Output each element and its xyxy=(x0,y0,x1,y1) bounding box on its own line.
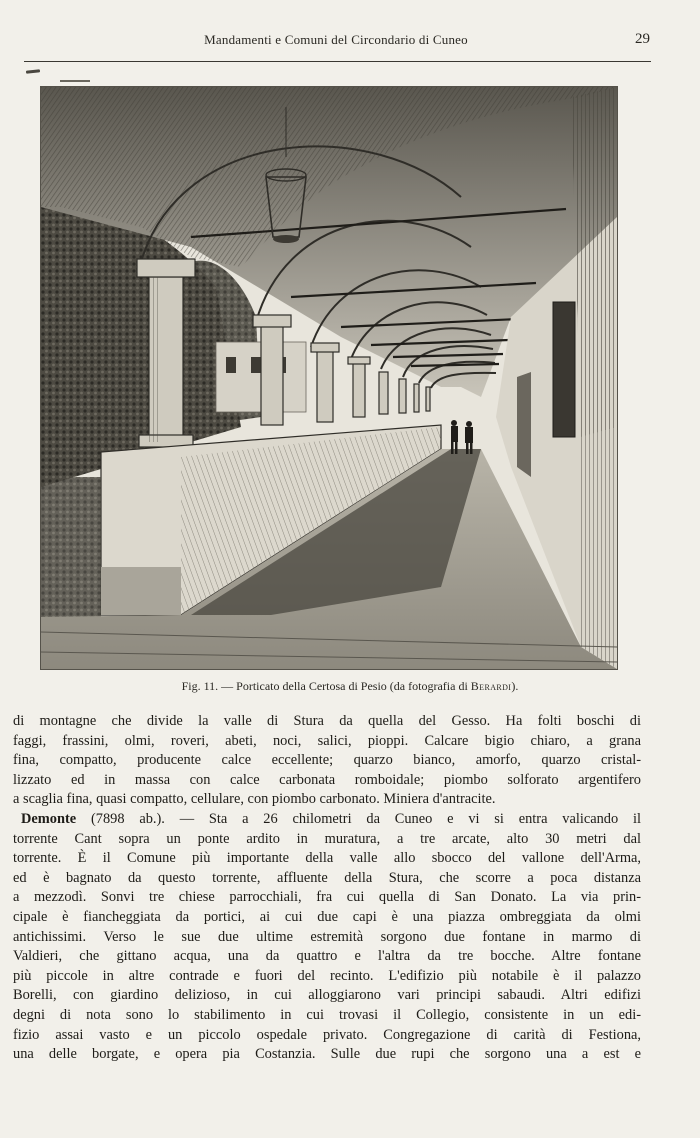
page-number: 29 xyxy=(635,31,650,47)
text-line: faggi, frassini, olmi, roveri, abeti, noci, salici, pioppi. Calcare bigio chiaro, a grana xyxy=(13,732,641,749)
portico-engraving xyxy=(40,86,618,670)
text-line: fizio assai vasto e un piccolo ospedale privato. Congregazione di carità di Festiona, xyxy=(13,1026,641,1043)
section-heading-demonte: Demonte xyxy=(21,810,77,827)
caption-suffix: ). xyxy=(511,679,519,693)
printer-mark xyxy=(26,69,40,73)
text-line: una delle borgate, e opera pia Costanzia. Sulle due rupi che sorgono una a est e xyxy=(13,1046,641,1063)
body-text xyxy=(13,712,641,1065)
figure-caption xyxy=(24,679,676,694)
text-line: lizzato ed in massa con calce carbonata romboidale; piombo solforato argentifero xyxy=(13,771,641,788)
text-line: antichissimi. Verso le sue due ultime estremità sorgono due fontane in marmo di xyxy=(13,928,641,945)
text-line: Borelli, con giardino delizioso, in cui alloggiarono vari principi sabaudi. Altri edifizi xyxy=(13,987,641,1004)
text-line: torrente Cant sopra un ponte ardito in muratura, a tre arcate, alto 30 metri dal xyxy=(13,830,641,847)
text-line: cipale è fiancheggiata da portici, ai cui due capi è una piazza ombreggiata da olmi xyxy=(13,908,641,925)
caption-credit: Berardi xyxy=(470,679,512,693)
printer-mark xyxy=(60,80,90,82)
text-line: fina, compatto, producente calce eccellente; quarzo bianco, amorfo, quarzo cristal- xyxy=(13,752,641,769)
text-line: torrente. È il Comune più importante della valle allo sbocco del vallone dell'Arma, xyxy=(13,850,641,867)
caption-text: Fig. 11. — Porticato della Certosa di Pesio (da fotografia di xyxy=(181,679,471,693)
text-run: (7898 ab.). — Sta a 26 chilometri da Cuneo e vi si entra valicando il xyxy=(76,810,641,827)
text-line: degni di nota sono lo stabilimento in cui trovasi il Collegio, consistente in un edi- xyxy=(13,1006,641,1023)
text-line: a mezzodì. Sonvi tre chiese parrocchiali, fra cui quella di San Donato. La via prin- xyxy=(13,889,641,906)
text-line: Valdieri, che gittano acqua, una da quattro e l'altra da tre bocche. Altre fontane xyxy=(13,948,641,965)
header-rule xyxy=(24,61,651,62)
paragraph-start-demonte xyxy=(13,810,641,830)
text-line: ed è bagnato da questo torrente, affluente della Stura, che scorre a poca distanza xyxy=(13,869,641,886)
text-line: più piccole in altre contrade e fuori del recinto. L'edifizio più notabile è il palazzo xyxy=(13,967,641,984)
text-line: di montagne che divide la valle di Stura da quella del Gesso. Ha folti boschi di xyxy=(13,713,641,729)
text-line: a scaglia fina, quasi compatto, cellulare, con piombo carbonato. Miniera d'antracite. xyxy=(13,791,496,808)
running-title: Mandamenti e Comuni del Circondario di Cuneo xyxy=(204,32,468,47)
